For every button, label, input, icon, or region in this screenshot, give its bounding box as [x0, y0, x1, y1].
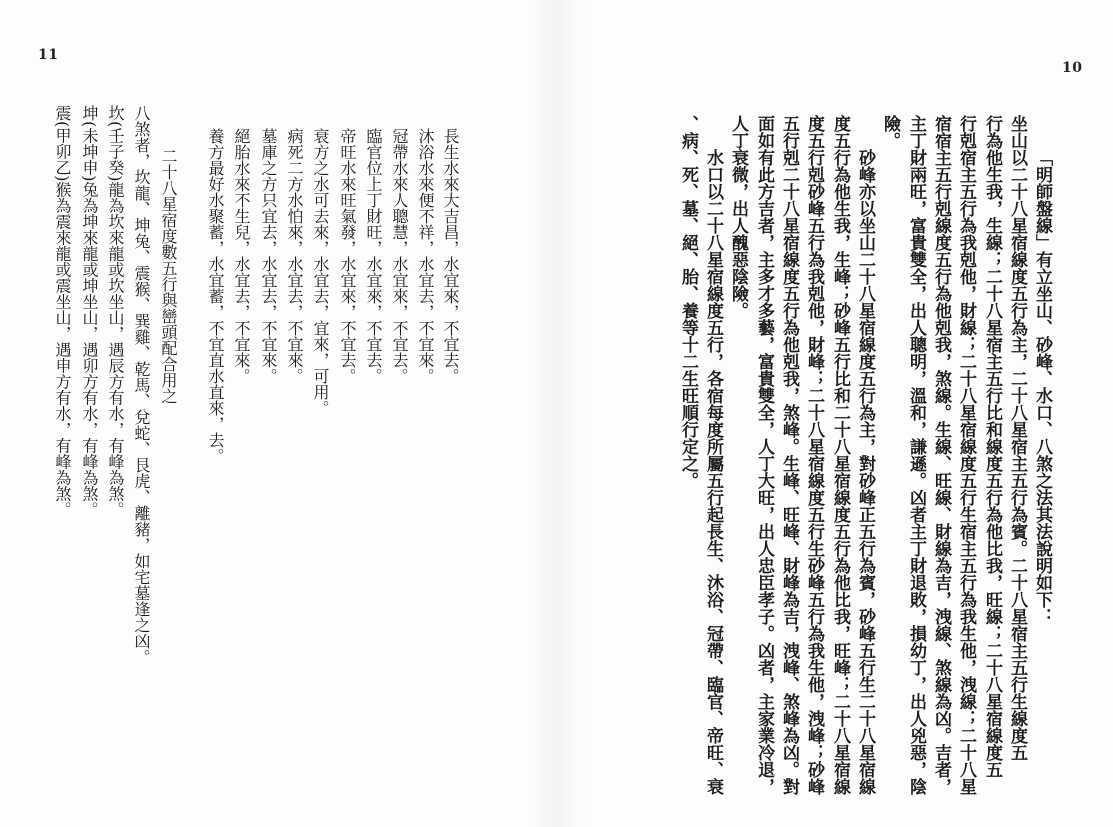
text-column: 病死二方水怕來，水宜去，不宜來。 — [285, 128, 304, 384]
text-column: 行剋宿主五行為我剋他，財線；二十八星宿線度五行生宿主五行為我生他，洩線；二十八星 — [956, 115, 976, 795]
text-column: 衰方之水可去來，水宜去，宜來，可用。 — [311, 128, 330, 416]
text-column: 人丁衰微，出人醜惡陰險。 — [728, 115, 748, 319]
text-column: 坎(壬子癸)龍為坎來龍或坎坐山，遇辰方有水，有峰為煞。 — [106, 105, 125, 518]
text-column: 砂峰亦以坐山二十八星宿線度五行為主，對砂峰正五行為賓，砂峰五行生二十八星宿線 — [855, 149, 875, 795]
text-column: 水口以二十八星宿線度五行，各宿每度所屬五行起長生、沐浴、冠帶、臨官、帝旺、衰 — [703, 149, 723, 795]
text-column: 坤(未坤申)兔為坤來龍或坤坐山，遇卯方有水，有峰為煞。 — [80, 105, 99, 518]
text-column: 險。 — [880, 115, 900, 149]
right-page — [556, 0, 1113, 827]
text-column: 宿宿主五行剋線度五行為他剋我，煞線。生線、旺線、財線為吉，洩線、煞線為凶。吉者， — [931, 115, 951, 795]
text-column: 八煞者，坎龍、坤兔、震猴、巽雞、乾馬、兌蛇、艮虎、離豬，如宅墓逢之凶。 — [132, 105, 151, 665]
text-column: 長生水來大吉昌，水宜來，不宜去。 — [441, 128, 460, 384]
left-page — [0, 0, 556, 827]
text-column: 養方最好水聚蓄，水宜蓄，不宜直水直來，去。 — [206, 128, 225, 464]
text-column: 墓庫之方只宜去，水宜去，不宜來。 — [259, 128, 278, 384]
text-column: 行為他生我，生線；二十八星宿主五行比和線度五行為他比我，旺線；二十八星宿線度五 — [982, 115, 1002, 778]
text-column: 帝旺水來旺氣發，水宜來，不宜去。 — [338, 128, 357, 384]
page-number: 10 — [1062, 60, 1083, 76]
text-column: 沐浴水來便不祥，水宜去，不宜來。 — [416, 128, 435, 384]
text-column: 、病、死、墓、絕、胎、養等十二生旺順行定之。 — [678, 115, 698, 489]
text-column: 坐山以二十八星宿線度五行為主，二十八星宿主五行為賓。二十八星宿主五行生線度五 — [1007, 115, 1027, 761]
text-column: 面如有此方吉者，主多才多藝，富貴雙全，人丁大旺，出人忠臣孝子。凶者，主家業冷退， — [754, 115, 774, 795]
text-column: 震(甲卯乙)猴為震來龍或震坐山，遇申方有水，有峰為煞。 — [53, 105, 72, 518]
section-heading: 二十八星宿度數五行與巒頭配合用之 — [159, 148, 178, 404]
text-column: 冠帶水來人聰慧，水宜來，不宜去。 — [390, 128, 409, 384]
page-number: 11 — [38, 47, 59, 63]
text-column: 臨官位上丁財旺，水宜來，不宜去。 — [364, 128, 383, 384]
text-column: 度五行剋砂峰五行為我剋他，財峰；二十八星宿線度五行生砂峰五行為我生他，洩峰；砂峰 — [804, 115, 824, 795]
text-column: 度五行為他生我，生峰；砂峰五行比和二十八星宿線度五行為他比我，旺峰；二十八星宿線 — [830, 115, 850, 795]
text-column: 主丁財兩旺，富貴雙全，出人聰明，溫和，謙遜。凶者主丁財退敗，損幼丁，出人兇惡，陰 — [906, 115, 926, 795]
text-column: 絕胎水來不生兒，水宜去，不宜來。 — [232, 128, 251, 384]
text-column: 「明師盤線」有立坐山、砂峰、水口、八煞之法其法說明如下： — [1032, 149, 1052, 625]
text-column: 五行剋二十八星宿線度五行為他剋我，煞峰。生峰、旺峰、財峰為吉，洩峰、煞峰為凶。對 — [779, 115, 799, 795]
